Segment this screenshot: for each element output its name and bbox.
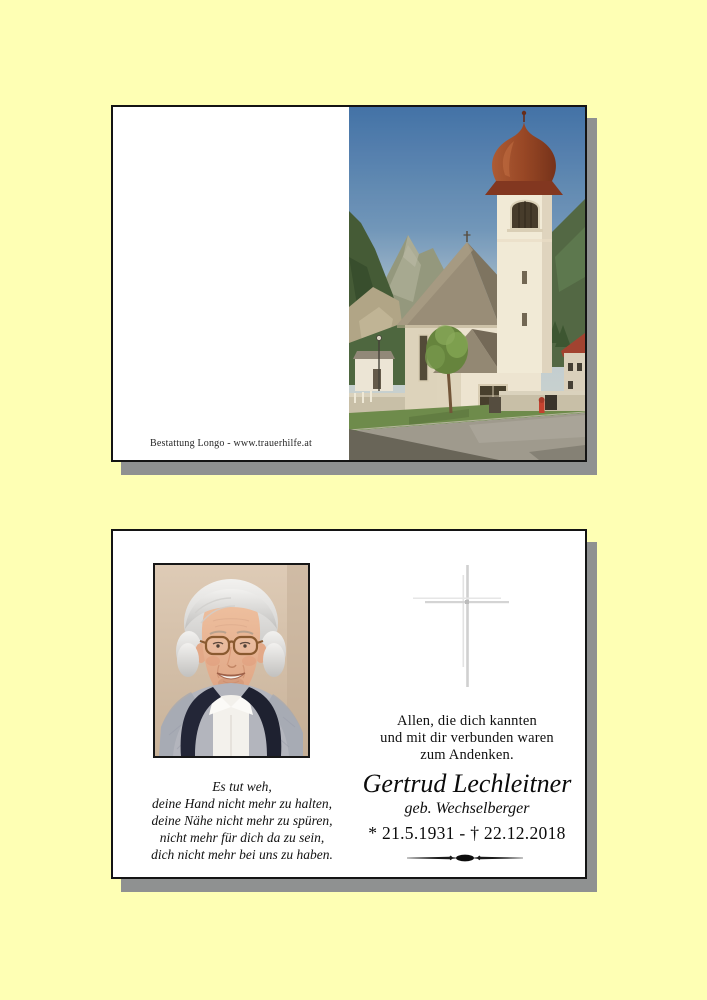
church-photo [349,107,585,460]
dedication-text [351,713,583,764]
maiden-name: geb. Wechselberger [404,800,530,817]
poem-line: nicht mehr für dich da zu sein, [159,830,325,845]
poem-line: Es tut weh, [212,779,272,794]
poem-line: deine Nähe nicht mehr zu spüren, [151,813,333,828]
divider-ornament [405,851,525,865]
dedication-line: und mit dir verbunden waren [380,730,554,746]
dedication-line: Allen, die dich kannten [397,713,537,729]
cross-icon [405,561,525,691]
memorial-card-inner [111,529,587,879]
poem-line: dich nicht mehr bei uns zu haben. [151,847,333,862]
memorial-card-outer [111,105,587,462]
portrait-photo [153,563,310,758]
funeral-home-footer: Bestattung Longo - www.trauerhilfe.at [150,438,312,449]
deceased-name: Gertrud Lechleitner [362,769,572,798]
memorial-poem [115,778,369,863]
portrait-photo-image [155,565,308,756]
dedication-line: zum Andenken. [420,747,514,763]
life-dates: * 21.5.1931 - † 22.12.2018 [368,823,566,843]
poem-line: deine Hand nicht mehr zu halten, [152,796,332,811]
church-photo-image [349,107,585,460]
card-back-panel [113,107,349,460]
